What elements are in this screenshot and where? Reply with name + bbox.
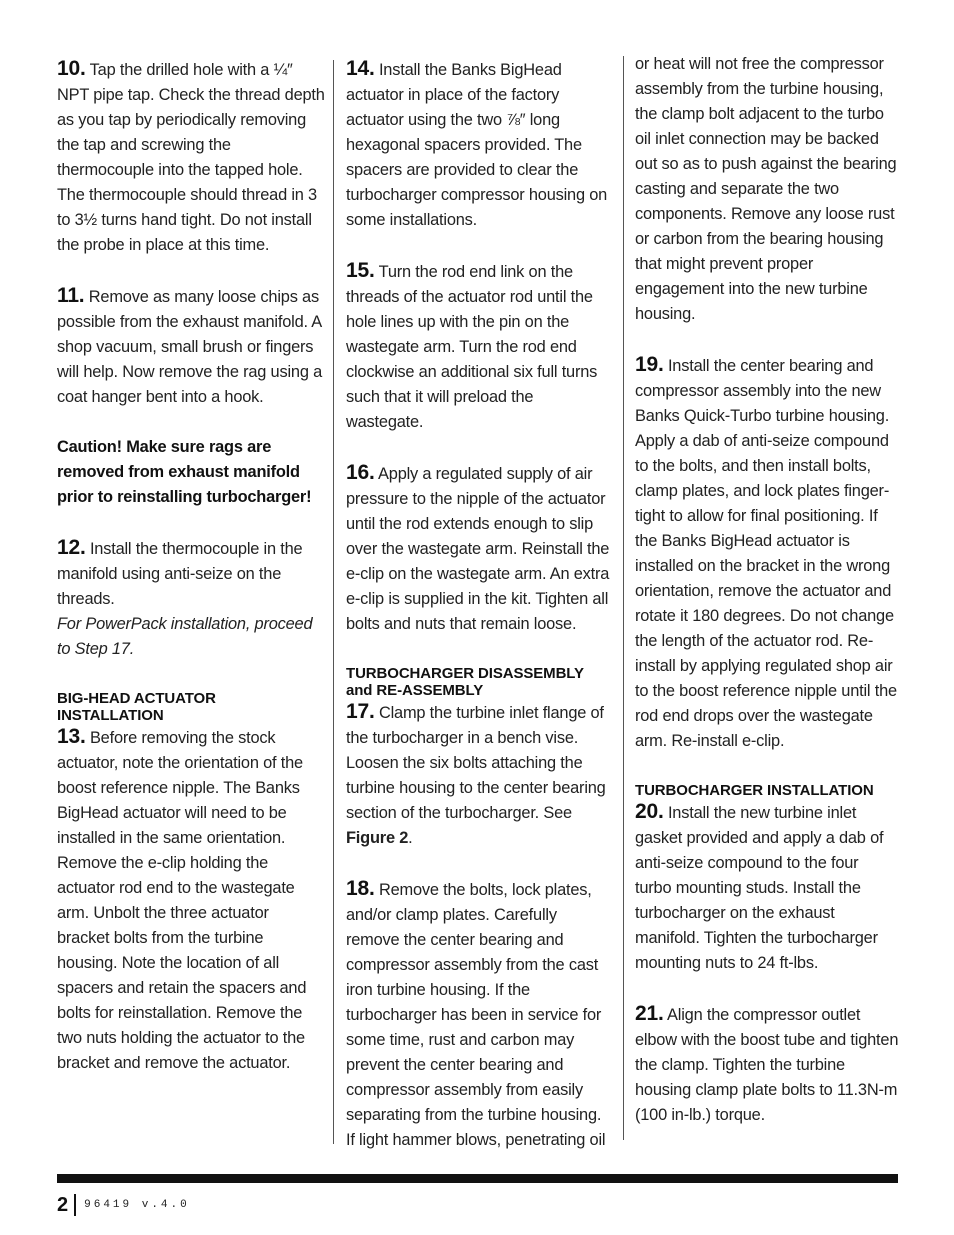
step-16 bbox=[346, 460, 614, 637]
step-11 bbox=[57, 283, 325, 410]
footer-separator bbox=[74, 1194, 76, 1216]
section-heading: BIG-HEAD ACTUATOR INSTALLATION bbox=[57, 690, 216, 724]
caution-note: Caution! Make sure rags are removed from exhaust manifold prior to reinstalling turbocharger! bbox=[57, 438, 312, 506]
footer-rule bbox=[57, 1174, 898, 1183]
step-text: Tap the drilled hole with a ¼″ NPT pipe tap. Check the thread depth as you tap by periodically removing the tap and screwing the thermocouple into the tapped hole. The thermocouple should thread in 3 to 3½ turns hand tight. Do not install the probe in place at this time. bbox=[57, 61, 325, 254]
step-number: 14. bbox=[346, 57, 375, 80]
step-text: Install the center bearing and compressor assembly into the new Banks Quick-Turbo turbine housing. Apply a dab of anti-seize compound to the bolts, and then install bolts, clamp plates, and lock plates finger-tight to allow for final positioning. If the Banks BigHead actuator is installed on the bracket in the wrong orientation, remove the actuator and rotate it 180 degrees. Do not change the length of the actuator rod. Re-install by applying regulated shop air to the boost reference nipple until the rod end drops over the wastegate arm. Re-install e-clip. bbox=[635, 357, 897, 750]
step-number: 18. bbox=[346, 877, 375, 900]
step-text: Install the Banks BigHead actuator in place of the factory actuator using the two ⅞″ long hexagonal spacers provided. The spacers are provided to clear the turbocharger compressor housing on some installations. bbox=[346, 61, 608, 229]
page-number: 2 bbox=[57, 1193, 69, 1216]
column-1 bbox=[57, 56, 325, 1076]
step-21 bbox=[635, 1001, 899, 1128]
step-number: 11. bbox=[57, 284, 85, 307]
step-text-end: . bbox=[408, 829, 413, 847]
column-3 bbox=[635, 52, 899, 1128]
step-text: Apply a regulated supply of air pressure to the nipple of the actuator until the rod extends enough to slip over the wastegate arm. Reinstall the e-clip on the wastegate arm. An extra e-clip is supplied in the kit. Tighten all bolts and nuts that remain loose. bbox=[346, 465, 610, 633]
step-number: 12. bbox=[57, 536, 86, 559]
powerpack-note: For PowerPack installation, proceed to Step 17. bbox=[57, 615, 313, 658]
step-10 bbox=[57, 56, 325, 258]
step-text: Turn the rod end link on the threads of the actuator rod until the hole lines up with the pin on the wastegate arm. Turn the rod end clockwise an additional six full turns such that it will preload the wastegate. bbox=[346, 263, 598, 431]
column-divider bbox=[623, 56, 624, 1140]
step-number: 21. bbox=[635, 1002, 664, 1025]
step-17 bbox=[346, 699, 614, 851]
step-18-continued: or heat will not free the compressor assembly from the turbine housing, the clamp bolt adjacent to the turbo oil inlet connection may be backed out so as to push against the bearing casting and separate the two components. Remove any loose rust or carbon from the bearing housing that might prevent proper engagement into the new turbine housing. bbox=[635, 55, 897, 323]
step-number: 15. bbox=[346, 259, 375, 282]
step-text: Remove as many loose chips as possible from the exhaust manifold. A shop vacuum, small brush or fingers will help. Now remove the rag using a coat hanger bent into a hook. bbox=[57, 288, 322, 406]
step-text: Install the new turbine inlet gasket provided and apply a dab of anti-seize compound to the four turbo mounting studs. Install the turbocharger on the exhaust manifold. Tighten the turbocharger mounting nuts to 24 ft-lbs. bbox=[635, 804, 884, 972]
document-code: 96419 v.4.0 bbox=[84, 1199, 190, 1211]
step-number: 16. bbox=[346, 461, 375, 484]
step-13 bbox=[57, 724, 325, 1076]
column-2 bbox=[346, 56, 614, 1153]
step-15 bbox=[346, 258, 614, 435]
step-text: Remove the bolts, lock plates, and/or clamp plates. Carefully remove the center bearing and compressor assembly from the cast iron turbine housing. If the turbocharger has been in service for some time, rust and carbon may prevent the center bearing and compressor assembly from easily separating from the turbine housing. If light hammer blows, penetrating oil bbox=[346, 881, 606, 1149]
step-text: Install the thermocouple in the manifold using anti-seize on the threads. bbox=[57, 540, 303, 608]
column-divider bbox=[333, 60, 334, 1144]
section-heading: TURBOCHARGER DISASSEMBLY and RE-ASSEMBLY bbox=[346, 665, 584, 699]
step-number: 10. bbox=[57, 57, 86, 80]
step-number: 17. bbox=[346, 700, 375, 723]
step-19 bbox=[635, 352, 899, 754]
step-14 bbox=[346, 56, 614, 233]
step-number: 19. bbox=[635, 353, 664, 376]
step-20 bbox=[635, 799, 899, 976]
section-heading: TURBOCHARGER INSTALLATION bbox=[635, 782, 874, 799]
figure-reference: Figure 2 bbox=[346, 829, 409, 847]
step-number: 13. bbox=[57, 725, 86, 748]
page-footer bbox=[57, 1193, 190, 1217]
step-18 bbox=[346, 876, 614, 1153]
step-text: Align the compressor outlet elbow with the boost tube and tighten the clamp. Tighten the turbine housing clamp plate bolts to 11.3N-m (100 in-lb.) torque. bbox=[635, 1006, 899, 1124]
step-text: Before removing the stock actuator, note the orientation of the boost reference nipple. The Banks BigHead actuator will need to be installed in the same orientation. Remove the e-clip holding the actuator rod end to the wastegate arm. Unbolt the three actuator bracket bolts from the turbine housing. Note the location of all spacers and retain the spacers and bolts for reinstallation. Remove the two nuts holding the actuator to the bracket and remove the actuator. bbox=[57, 729, 307, 1072]
step-number: 20. bbox=[635, 800, 664, 823]
step-text: Clamp the turbine inlet flange of the turbocharger in a bench vise. Loosen the six bolts attaching the turbine housing to the center bearing section of the turbocharger. See bbox=[346, 704, 606, 822]
step-12 bbox=[57, 535, 325, 612]
